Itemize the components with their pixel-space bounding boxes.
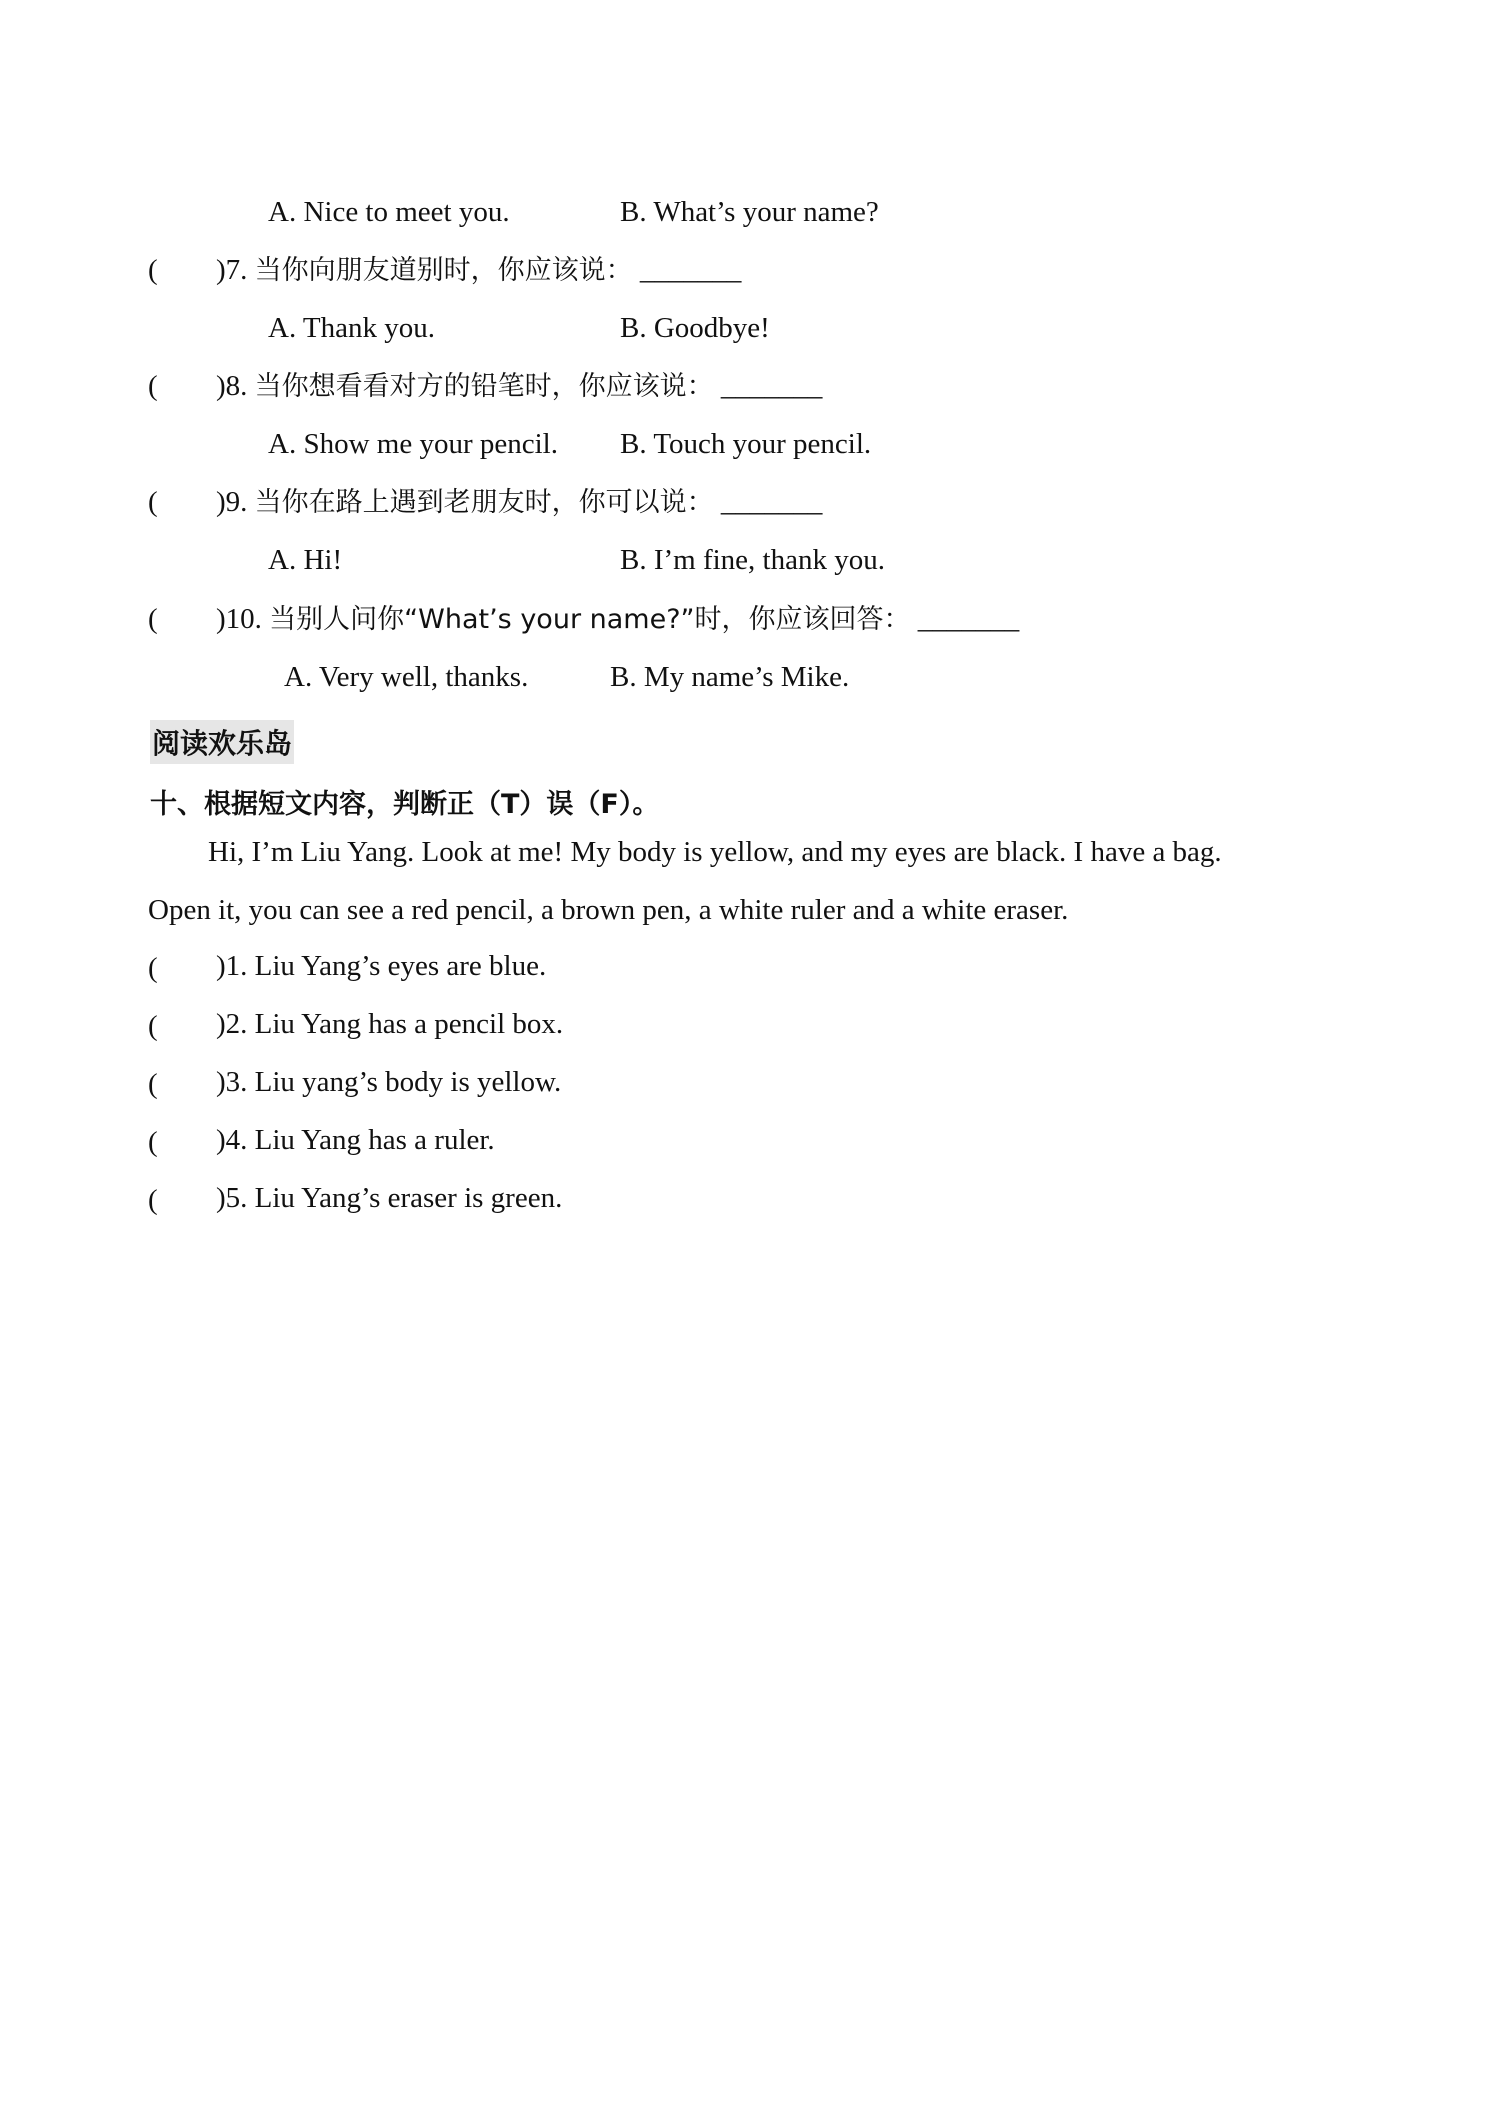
q6-option-b: B. What’s your name? xyxy=(620,196,879,228)
statement-3: )3. Liu yang’s body is yellow. xyxy=(216,1066,562,1098)
question-number: )8. xyxy=(216,370,248,402)
question-number: )7. xyxy=(216,254,248,286)
answer-paren: ( xyxy=(148,1010,158,1042)
statement-2: )2. Liu Yang has a pencil box. xyxy=(216,1008,564,1040)
answer-paren: ( xyxy=(148,1068,158,1100)
answer-paren: ( xyxy=(148,254,158,286)
question-8 xyxy=(216,372,822,401)
question-prompt: 当你在路上遇到老朋友时，你可以说： xyxy=(254,487,714,518)
section-label: 阅读欢乐岛 xyxy=(150,720,294,764)
statement-1: )1. Liu Yang’s eyes are blue. xyxy=(216,950,547,982)
statement-5: )5. Liu Yang’s eraser is green. xyxy=(216,1182,563,1214)
question-9 xyxy=(216,488,822,517)
answer-paren: ( xyxy=(148,370,158,402)
answer-blank[interactable]: _______ xyxy=(917,603,1020,635)
q7-option-a: A. Thank you. xyxy=(268,312,436,344)
q10-option-a: A. Very well, thanks. xyxy=(284,661,529,693)
question-10 xyxy=(216,605,1019,634)
q9-option-b: B. I’m fine, thank you. xyxy=(620,544,885,576)
answer-blank[interactable]: _______ xyxy=(639,254,742,286)
answer-paren: ( xyxy=(148,1126,158,1158)
statement-4: )4. Liu Yang has a ruler. xyxy=(216,1124,495,1156)
q8-option-a: A. Show me your pencil. xyxy=(268,428,558,460)
part-ten-heading: 十、根据短文内容，判断正（T）误（F）。 xyxy=(150,789,660,820)
question-prompt: 当别人问你“What’s your name?”时，你应该回答： xyxy=(269,604,911,635)
passage-line-2: Open it, you can see a red pencil, a brown pen, a white ruler and a white eraser. xyxy=(148,894,1069,926)
answer-paren: ( xyxy=(148,486,158,518)
answer-blank[interactable]: _______ xyxy=(720,370,823,402)
q10-option-b: B. My name’s Mike. xyxy=(610,661,850,693)
q7-option-b: B. Goodbye! xyxy=(620,312,770,344)
question-7 xyxy=(216,256,741,285)
answer-paren: ( xyxy=(148,603,158,635)
question-prompt: 当你想看看对方的铅笔时，你应该说： xyxy=(254,371,714,402)
question-prompt: 当你向朋友道别时，你应该说： xyxy=(254,255,633,286)
question-number: )10. xyxy=(216,603,262,635)
passage-line-1: Hi, I’m Liu Yang. Look at me! My body is yellow, and my eyes are black. I have a bag. xyxy=(208,836,1222,868)
answer-blank[interactable]: _______ xyxy=(720,486,823,518)
answer-paren: ( xyxy=(148,952,158,984)
question-number: )9. xyxy=(216,486,248,518)
q9-option-a: A. Hi! xyxy=(268,544,343,576)
answer-paren: ( xyxy=(148,1184,158,1216)
q6-option-a: A. Nice to meet you. xyxy=(268,196,510,228)
q8-option-b: B. Touch your pencil. xyxy=(620,428,872,460)
